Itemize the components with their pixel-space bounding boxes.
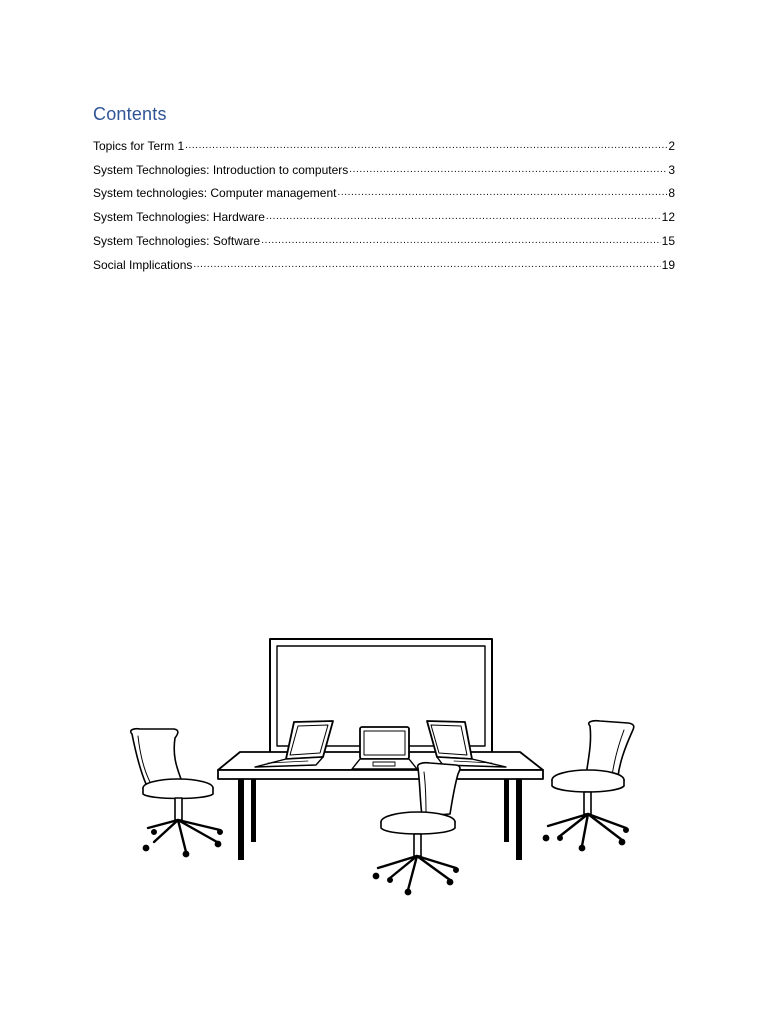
toc-list bbox=[93, 130, 675, 273]
toc-entry[interactable] bbox=[93, 130, 675, 154]
toc-entry-title: Topics for Term 1 bbox=[93, 138, 185, 153]
toc-entry-page: 8 bbox=[668, 186, 675, 201]
chair-left-drawing bbox=[131, 729, 222, 857]
toc-entry-page: 12 bbox=[661, 210, 675, 225]
toc-entry[interactable] bbox=[93, 201, 675, 225]
toc-entry[interactable] bbox=[93, 249, 675, 273]
toc-entry[interactable] bbox=[93, 154, 675, 178]
toc-dot-leader bbox=[349, 162, 667, 178]
toc-entry-page: 3 bbox=[668, 162, 675, 177]
toc-entry-page: 19 bbox=[661, 257, 675, 272]
chair-center-drawing bbox=[373, 763, 460, 895]
toc-entry-title: System Technologies: Introduction to computers bbox=[93, 162, 349, 177]
toc-dot-leader bbox=[261, 233, 660, 249]
toc-dot-leader bbox=[337, 185, 667, 201]
table-legs-drawing bbox=[238, 778, 522, 860]
toc-dot-leader bbox=[185, 138, 667, 154]
toc-heading: Contents bbox=[93, 104, 167, 124]
toc-entry-page: 2 bbox=[668, 138, 675, 153]
classroom-illustration bbox=[120, 630, 650, 900]
laptop-center-drawing bbox=[352, 727, 417, 769]
toc-entry[interactable] bbox=[93, 178, 675, 202]
toc-entry[interactable] bbox=[93, 225, 675, 249]
toc-entry-title: System technologies: Computer management bbox=[93, 186, 337, 201]
toc-dot-leader bbox=[193, 257, 660, 273]
chair-right-drawing bbox=[543, 721, 633, 851]
toc-entry-title: Social Implications bbox=[93, 257, 193, 272]
table-of-contents bbox=[93, 102, 675, 273]
toc-dot-leader bbox=[266, 209, 661, 225]
toc-entry-title: System Technologies: Hardware bbox=[93, 210, 265, 225]
toc-entry-title: System Technologies: Software bbox=[93, 233, 261, 248]
toc-entry-page: 15 bbox=[661, 233, 675, 248]
